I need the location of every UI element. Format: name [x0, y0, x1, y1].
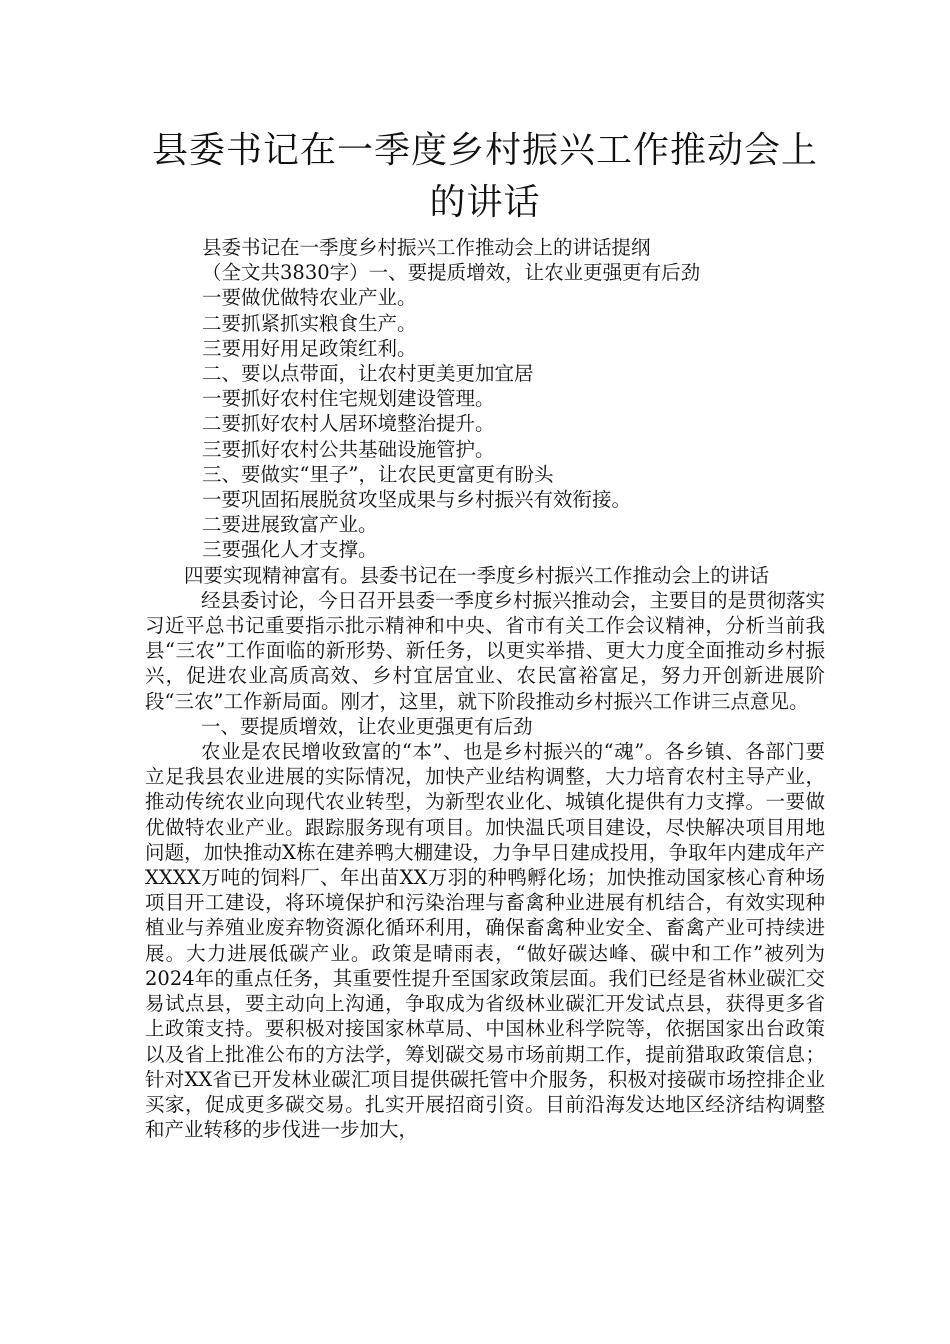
outline-item: 二要进展致富产业。 — [202, 513, 378, 537]
outline-item: 一要做优做特农业产业。 — [202, 286, 417, 310]
outline-item: 二要抓好农村人居环境整治提升。 — [202, 412, 495, 436]
outline-item: 三要强化人才支撑。 — [202, 538, 378, 562]
outline-item: 一要巩固拓展脱贫攻坚成果与乡村振兴有效衔接。 — [202, 488, 632, 512]
outline-item: 三、要做实“里子”，让农民更富更有盼头 — [202, 462, 554, 486]
outline-item: 一要抓好农村住宅规划建设管理。 — [202, 387, 495, 411]
body-paragraph: 农业是农民增收致富的“本”、也是乡村振兴的“魂”。各乡镇、各部门要立足我县农业进展的实际情况，加快产业结构调整，大力培育农村主导产业，推动传统农业向现代农业转型，为新型农业化、城镇化提供有力支撑。一要做优做特农业产业。跟踪服务现有项目。加快温氏项目建设，尽快解决项目用地问题，加快推动X栋在建养鸭大棚建设，力争早日建成投用，争取年内建成年产XXXX万吨的饲料厂、年出苗XX万羽的种鸭孵化场；加快推动国家核心育种场项目开工建设，将环境保护和污染治理与畜禽种业进展有机结合，有效实现种植业与养殖业废弃物资源化循环利用，确保畜禽种业安全、畜禽产业可持续进展。大力进展低碳产业。政策是晴雨表，“做好碳达峰、碳中和工作”被列为2024年的重点任务，其重要性提升至国家政策层面。我们已经是省林业碳汇交易试点县，要主动向上沟通，争取成为省级林业碳汇开发试点县，获得更多省上政策支持。要积极对接国家林草局、中国林业科学院等，依据国家出台政策以及省上批准公布的方法学，筹划碳交易市场前期工作，提前猎取政策信息；针对XX省已开发林业碳汇项目提供碳托管中介服务，积极对接碳市场控排企业买家，促成更多碳交易。扎实开展招商引资。目前沿海发达地区经济结构调整和产业转移的步伐进一步加大， — [145, 740, 825, 1142]
document-page — [145, 125, 825, 1142]
outline-item: （全文共3830字）一、要提质增效，让农业更强更有后劲 — [202, 261, 701, 285]
outline-item: 二、要以点带面，让农村更美更加宜居 — [202, 362, 534, 386]
document-body — [145, 563, 825, 1143]
outline-item: 三要用好用足政策红利。 — [202, 336, 417, 360]
outline-heading: 县委书记在一季度乡村振兴工作推动会上的讲话提纲 — [202, 236, 651, 259]
body-paragraph: 经县委讨论，今日召开县委一季度乡村振兴推动会，主要目的是贯彻落实习近平总书记重要指示批示精神和中央、省市有关工作会议精神，分析当前我县“三农”工作面临的新形势、新任务，以更实举措、更大力度全面推动乡村振兴，促进农业高质高效、乡村宜居宜业、农民富裕富足，努力开创新进展阶段“三农”工作新局面。刚才，这里，就下阶段推动乡村振兴工作讲三点意见。 — [145, 588, 826, 713]
section-heading: 一、要提质增效，让农业更强更有后劲 — [201, 714, 533, 738]
document-title: 县委书记在一季度乡村振兴工作推动会上的讲话 — [151, 130, 818, 223]
outline-closing-paragraph: 四要实现精神富有。县委书记在一季度乡村振兴工作推动会上的讲话 — [184, 563, 770, 587]
outline-item: 三要抓好农村公共基础设施管护。 — [202, 437, 495, 461]
outline-item: 二要抓紧抓实粮食生产。 — [202, 311, 417, 335]
outline-block — [145, 235, 825, 563]
